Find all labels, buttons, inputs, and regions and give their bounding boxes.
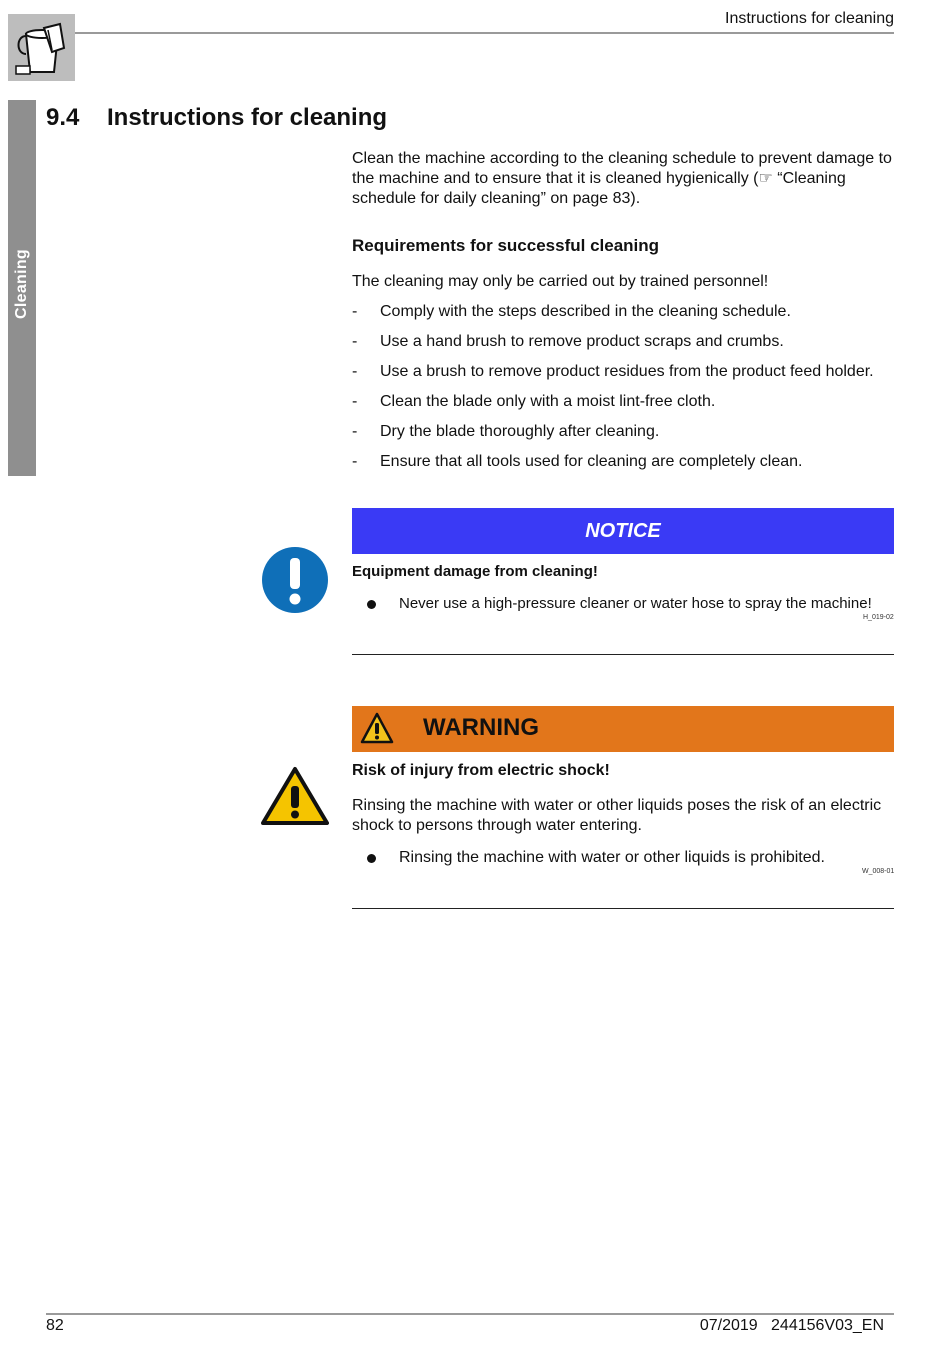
list-dash: -: [352, 453, 358, 470]
list-item: [352, 362, 894, 392]
list-item: [352, 422, 894, 452]
list-item: [352, 302, 894, 332]
notice-title: Equipment damage from cleaning!: [352, 563, 598, 580]
section-number: 9.4: [46, 104, 80, 131]
bullet-dot-icon: [367, 854, 376, 863]
list-dash: -: [352, 423, 358, 440]
notice-code: H_019-02: [863, 614, 894, 621]
warning-title: Risk of injury from electric shock!: [352, 762, 610, 779]
section-heading: [46, 104, 387, 132]
list-item-text: Dry the blade thoroughly after cleaning.: [380, 423, 660, 440]
bucket-graphic: [8, 14, 75, 81]
warning-end-rule: [352, 908, 894, 909]
section-title: Instructions for cleaning: [107, 104, 388, 131]
warning-banner: [352, 706, 894, 752]
intro-paragraph: Clean the machine according to the cleaning schedule to prevent damage to the machine and to ensure that it is cleaned hygienically (☞ “Cleaning schedule for daily cleaning” on page 83).: [352, 150, 892, 207]
cleaning-bucket-icon: [8, 14, 75, 81]
list-item-text: Clean the blade only with a moist lint-free cloth.: [380, 393, 716, 410]
notice-bullet-text: Never use a high-pressure cleaner or water hose to spray the machine!: [399, 595, 872, 612]
list-dash: -: [352, 363, 358, 380]
chapter-side-tab-label: Cleaning: [13, 249, 30, 319]
list-dash: -: [352, 333, 358, 350]
header-divider: [75, 32, 894, 34]
bullet-dot-icon: [367, 600, 376, 609]
footer-divider: [46, 1313, 894, 1315]
warning-triangle-small-icon: [360, 712, 394, 744]
warning-label: WARNING: [423, 714, 539, 741]
notice-end-rule: [352, 654, 894, 655]
requirements-list: [352, 302, 894, 482]
mandatory-exclamation-icon: [262, 547, 328, 613]
header-title: Instructions for cleaning: [725, 10, 894, 27]
list-item: [352, 452, 894, 482]
list-item: [352, 392, 894, 422]
list-dash: -: [352, 303, 358, 320]
warning-text: Rinsing the machine with water or other liquids poses the risk of an electric shock to persons through water entering.: [352, 797, 882, 834]
warning-triangle-icon: [261, 766, 329, 826]
requirements-heading: Requirements for successful cleaning: [352, 236, 660, 255]
notice-banner: [352, 508, 894, 554]
list-item: [352, 332, 894, 362]
list-item-text: Use a brush to remove product residues from the product feed holder.: [380, 363, 874, 380]
list-dash: -: [352, 393, 358, 410]
requirements-text: The cleaning may only be carried out by trained personnel!: [352, 273, 769, 290]
list-item-text: Comply with the steps described in the cleaning schedule.: [380, 303, 791, 320]
list-item-text: Ensure that all tools used for cleaning are completely clean.: [380, 453, 803, 470]
document-id: 07/2019 244156V03_EN: [699, 1317, 884, 1334]
list-item-text: Use a hand brush to remove product scraps and crumbs.: [380, 333, 784, 350]
page-number: 82: [46, 1317, 64, 1334]
notice-label: NOTICE: [585, 519, 661, 542]
warning-bullet-text: Rinsing the machine with water or other liquids is prohibited.: [399, 849, 825, 866]
warning-code: W_008-01: [862, 868, 895, 875]
